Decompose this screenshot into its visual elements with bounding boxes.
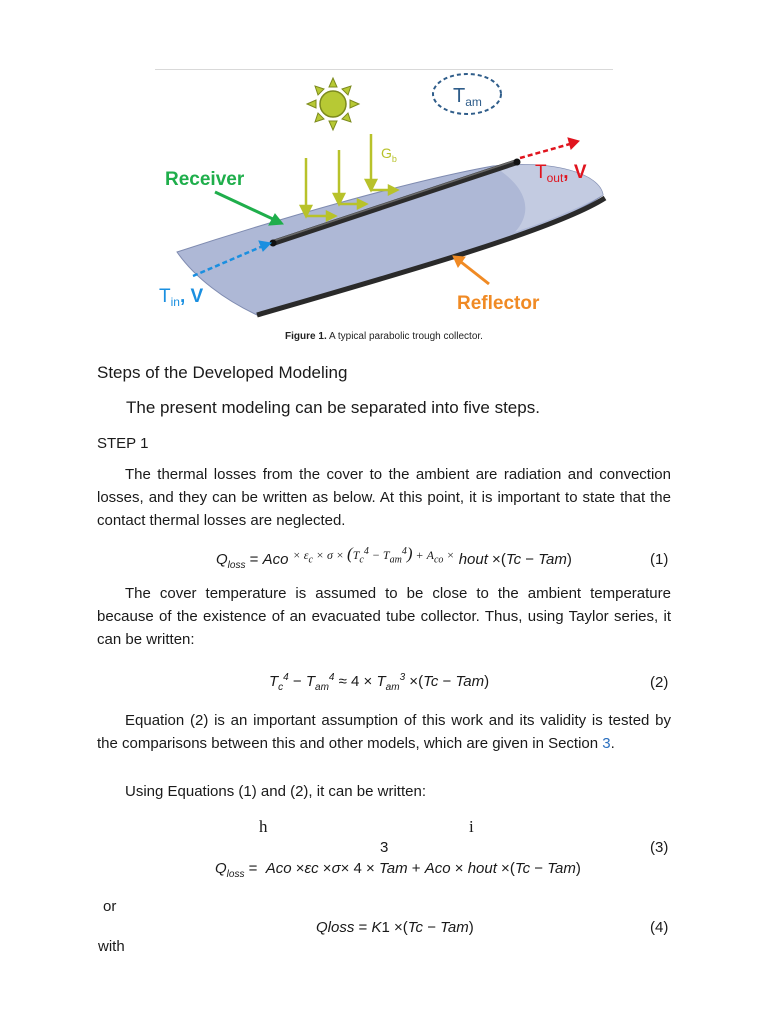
equation-4: Qloss = K1 ×(Tc − Tam) (316, 919, 474, 936)
paragraph-1: The thermal losses from the cover to the ambient are radiation and convection losses, and they can be written as below. At this point, it is important to state that the contact thermal losses are neglected. (97, 466, 671, 529)
tam-label: $T_{am}$ (453, 85, 482, 109)
reflector-arrow (453, 256, 489, 284)
section-heading: Steps of the Developed Modeling (97, 363, 348, 382)
reflector-label: Reflector (457, 293, 540, 314)
equation-3-bracket-left: h (259, 817, 268, 836)
equation-3-bracket-right: i (469, 817, 474, 836)
with-text: with (98, 938, 125, 955)
gb-label: $G_b$ (381, 145, 397, 164)
equation-2: $T_c^4 - T_{am}^4 \approx 4 \times T_{am}^3 \times(Tc - Tam)$ (269, 672, 490, 693)
paragraph-3: Equation (2) is an important assumption of this work and its validity is tested by the comparisons between this and other models, which are given in Section 3. (97, 712, 671, 752)
or-text: or (103, 898, 117, 915)
equation-1-number: (1) (650, 551, 669, 568)
paragraph-4: Using Equations (1) and (2), it can be written: (125, 783, 426, 800)
paragraph-2: The cover temperature is assumed to be close to the ambient temperature because of the existence of an evacuated tube collector. Thus, using Taylor series, it can be written: (97, 585, 671, 648)
equation-1: $Q_{loss}$ = Aco $^{\times \varepsilon_c \times \sigma \times (T_c^4 - T_{am}^4) + A_{co} \times}$ hout ×(Tc − Tam) (216, 544, 572, 571)
tin-label: $T_{in}$, V (159, 286, 204, 309)
parabolic-trough-figure (155, 70, 613, 320)
intro-text: The present modeling can be separated into five steps. (126, 398, 540, 417)
equation-3-number: (3) (650, 839, 669, 856)
equation-2-number: (2) (650, 674, 669, 691)
section-3-link[interactable]: 3 (602, 735, 611, 752)
equation-3: $Q_{loss}$ = Aco ×εc ×σ× 4 × Tam + Aco × hout ×(Tc − Tam) (215, 860, 581, 880)
tout-label: $T_{out}$, V (535, 162, 587, 185)
sun-icon (307, 78, 359, 130)
receiver-arrow (215, 192, 283, 225)
figure-caption: Figure 1. A typical parabolic trough collector. (285, 331, 483, 342)
receiver-label: Receiver (165, 169, 245, 190)
tout-arrow (520, 138, 579, 158)
equation-3-exponent: 3 (380, 839, 389, 856)
equation-4-number: (4) (650, 919, 669, 936)
step-1-label: STEP 1 (97, 435, 149, 452)
